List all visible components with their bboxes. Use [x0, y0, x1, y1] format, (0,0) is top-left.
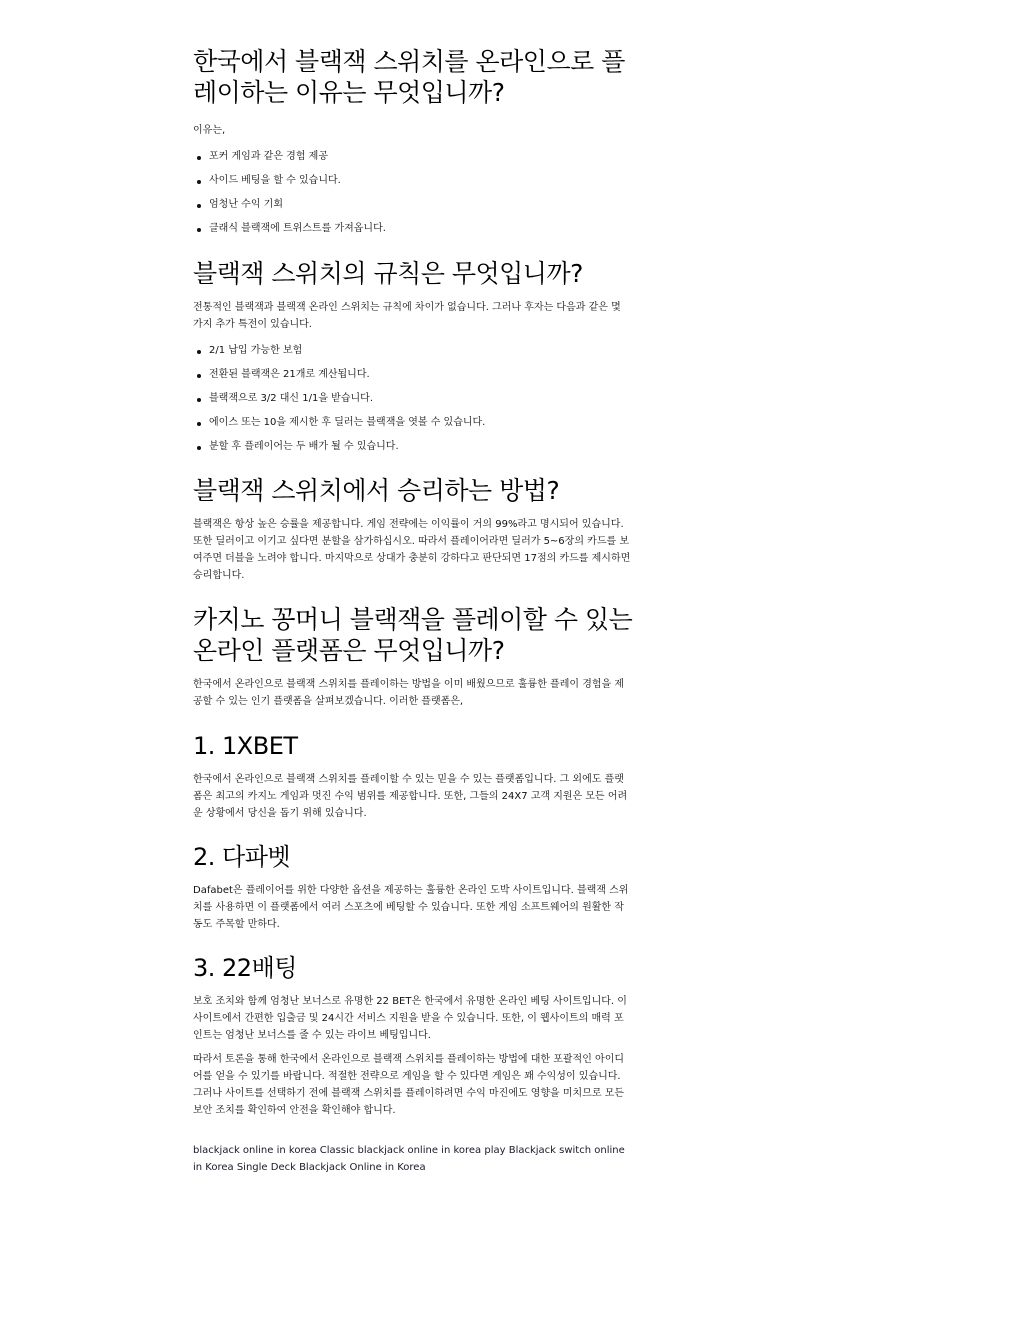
- list-item: 분할 후 플레이어는 두 배가 될 수 있습니다.: [209, 441, 633, 453]
- section-title-how-to-win: 블랙잭 스위치에서 승리하는 방법?: [193, 476, 560, 505]
- list-item: 전환된 블랙잭은 21개로 계산됩니다.: [209, 369, 633, 381]
- article: [193, 46, 633, 1176]
- platform-title-22bet: 3. 22배팅: [193, 954, 297, 982]
- platform-text-dafabet: Dafabet은 플레이어를 위한 다양한 옵션을 제공하는 훌륭한 온라인 도박 사이트입니다. 블랙잭 스위치를 사용하면 이 플랫폼에서 여러 스포츠에 베팅할 수 있습니다. 또한 게임 소프트웨어의 원활한 작동도 주목할 만하다.: [193, 885, 629, 930]
- platform-text-22bet: 보호 조치와 함께 엄청난 보너스로 유명한 22 BET은 한국에서 유명한 온라인 베팅 사이트입니다. 이 사이트에서 간편한 입출금 및 24시간 서비스 지원을 받을 수 있습니다. 또한, 이 웹사이트의 매력 포인트는 엄청난 보너스를 줄 수 있는 라이브 베팅입니다.: [193, 996, 627, 1041]
- reasons-list: [193, 151, 633, 235]
- rules-list: [193, 345, 633, 453]
- platform-text-1xbet: 한국에서 온라인으로 블랙잭 스위치를 플레이할 수 있는 믿을 수 있는 플랫폼입니다. 그 외에도 플랫폼은 최고의 카지노 게임과 멋진 수익 범위를 제공합니다. 또한, 그들의 24X7 고객 지원은 모든 어려운 상황에서 당신을 돕기 위해 있습니다.: [193, 774, 628, 819]
- section-title-platforms: 카지노 꽁머니 블랙잭을 플레이할 수 있는 온라인 플랫폼은 무엇입니까?: [193, 605, 633, 665]
- section-title-rules: 블랙잭 스위치의 규칙은 무엇입니까?: [193, 259, 583, 288]
- list-item: 2/1 납입 가능한 보험: [209, 345, 633, 357]
- list-item: 클래식 블랙잭에 트위스트를 가져옵니다.: [209, 223, 633, 235]
- reasons-intro: 이유는,: [193, 125, 226, 136]
- tag-links[interactable]: blackjack online in korea Classic blackjack online in korea play Blackjack switch online in Korea Single Deck Blackjack Online in Korea: [193, 1145, 625, 1173]
- list-item: 블랙잭으로 3/2 대신 1/1을 받습니다.: [209, 393, 633, 405]
- list-item: 사이드 베팅을 할 수 있습니다.: [209, 175, 633, 187]
- conclusion-paragraph: 따라서 토론을 통해 한국에서 온라인으로 블랙잭 스위치를 플레이하는 방법에 대한 포괄적인 아이디어를 얻을 수 있기를 바랍니다. 적절한 전략으로 게임을 할 수 있다면 게임은 꽤 수익성이 있습니다. 그러나 사이트를 선택하기 전에 블랙잭 스위치를 플레이하려면 수익 마진에도 영향을 미치므로 모든 보안 조치를 확인하여 안전을 확인해야 합니다.: [193, 1054, 625, 1116]
- how-to-win-paragraph: 블랙잭은 항상 높은 승률을 제공합니다. 게임 전략에는 이익률이 거의 99%라고 명시되어 있습니다. 또한 딜러이고 이기고 싶다면 분할을 삼가하십시오. 따라서 플레이어라면 딜러가 5~6장의 카드를 보여주면 더블을 노려야 합니다. 마지막으로 상대가 충분히 강하다고 판단되면 17점의 카드를 제시하면 승리합니다.: [193, 519, 631, 581]
- platform-title-1xbet: 1. 1XBET: [193, 732, 298, 760]
- section-title-why-play: 한국에서 블랙잭 스위치를 온라인으로 플레이하는 이유는 무엇입니까?: [193, 47, 625, 107]
- platforms-paragraph: 한국에서 온라인으로 블랙잭 스위치를 플레이하는 방법을 이미 배웠으므로 훌륭한 플레이 경험을 제공할 수 있는 인기 플랫폼을 살펴보겠습니다. 이러한 플랫폼은,: [193, 679, 625, 707]
- rules-paragraph: 전통적인 블랙잭과 블랙잭 온라인 스위치는 규칙에 차이가 없습니다. 그러나 후자는 다음과 같은 몇 가지 추가 특전이 있습니다.: [193, 302, 621, 330]
- list-item: 포커 게임과 같은 경험 제공: [209, 151, 633, 163]
- list-item: 엄청난 수익 기회: [209, 199, 633, 211]
- list-item: 에이스 또는 10을 제시한 후 딜러는 블랙잭을 엿볼 수 있습니다.: [209, 417, 633, 429]
- platform-title-dafabet: 2. 다파벳: [193, 843, 291, 871]
